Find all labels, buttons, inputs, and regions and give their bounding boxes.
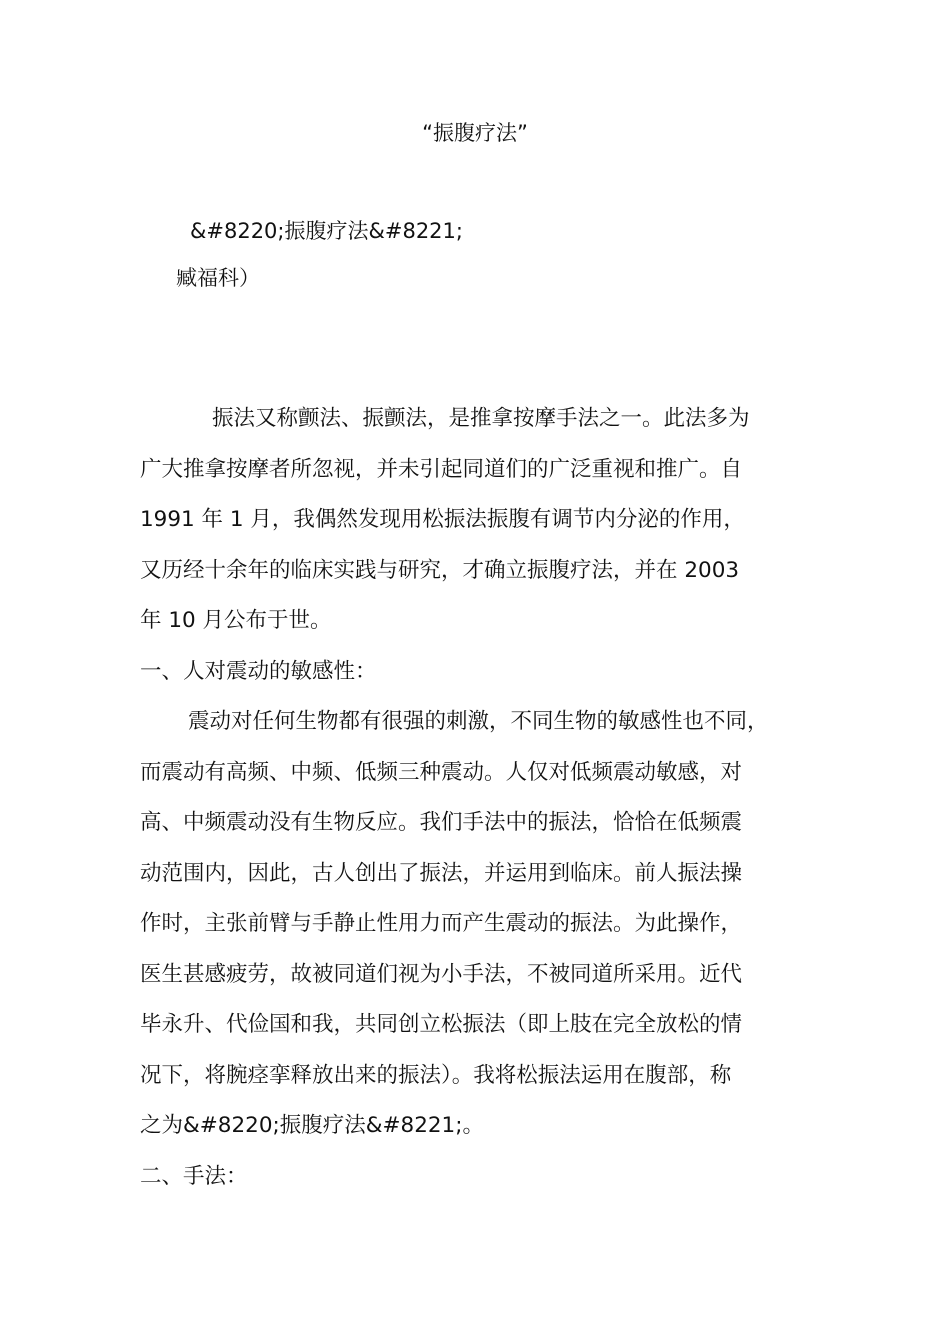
paragraph-line: 年 10 月公布于世。 — [140, 608, 332, 633]
body-text — [140, 394, 820, 1202]
paragraph-line: 况下，将腕痉挛释放出来的振法）。我将松振法运用在腹部，称 — [140, 1062, 732, 1088]
author-line: 臧福科） — [176, 266, 260, 290]
paragraph-line: 医生甚感疲劳，故被同道们视为小手法，不被同道所采用。近代 — [140, 961, 743, 987]
paragraph-line: 之为&#8220;振腹疗法&#8221;。 — [140, 1113, 484, 1138]
paragraph-line: 又历经十余年的临床实践与研究，才确立振腹疗法，并在 2003 — [140, 557, 740, 583]
paragraph-line: 震动对任何生物都有很强的刺激，不同生物的敏感性也不同， — [188, 709, 769, 734]
paragraph-line: 广大推拿按摩者所忽视，并未引起同道们的广泛重视和推广。自 — [140, 456, 743, 482]
document-title: “振腹疗法” — [422, 121, 528, 145]
section-heading: 二、手法： — [140, 1163, 248, 1189]
paragraph-line: 动范围内，因此，古人创出了振法，并运用到临床。前人振法操 — [140, 860, 743, 886]
document-subtitle: &#8220;振腹疗法&#8221; — [190, 219, 463, 243]
paragraph-line: 振法又称颤法、振颤法，是推拿按摩手法之一。此法多为 — [212, 406, 750, 431]
paragraph-line: 毕永升、代俭国和我，共同创立松振法（即上肢在完全放松的情 — [140, 1012, 743, 1037]
paragraph-line: 作时，主张前臂与手静止性用力而产生震动的振法。为此操作， — [140, 911, 743, 936]
paragraph-line: 高、中频震动没有生物反应。我们手法中的振法，恰恰在低频震 — [140, 810, 743, 835]
paragraph-line: 1991 年 1 月，我偶然发现用松振法振腹有调节内分泌的作用， — [140, 507, 745, 532]
paragraph-line: 而震动有高频、中频、低频三种震动。人仅对低频震动敏感，对 — [140, 759, 743, 785]
section-heading: 一、人对震动的敏感性： — [140, 658, 377, 684]
